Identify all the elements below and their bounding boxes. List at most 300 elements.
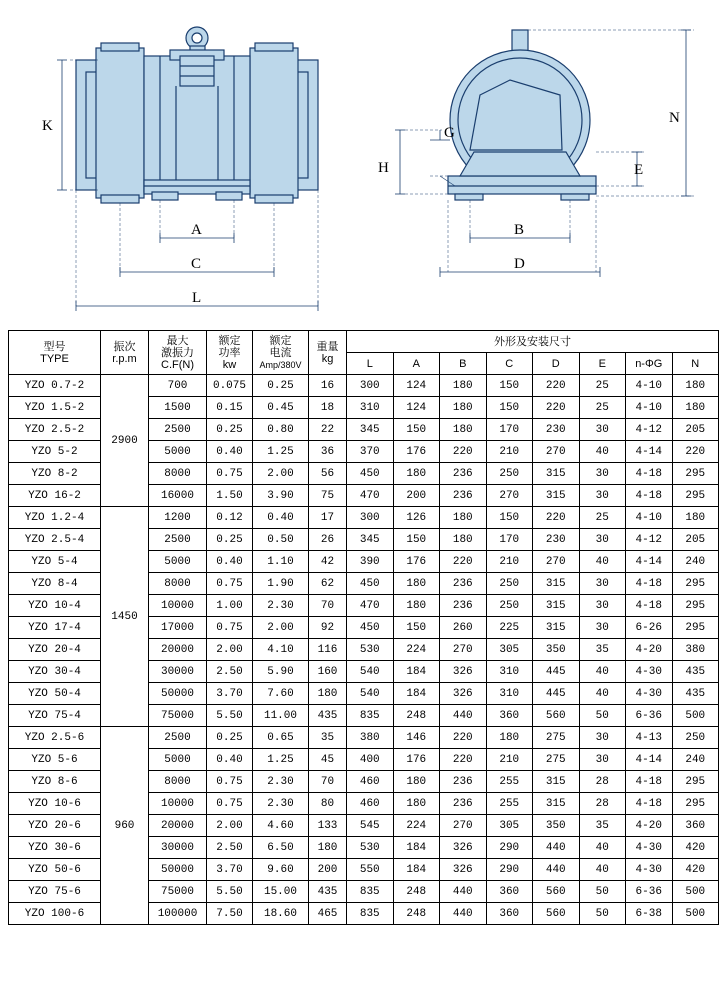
cell-model: YZO 2.5-2 xyxy=(9,419,101,441)
header-current-en: Amp/380V xyxy=(259,359,302,370)
cell-dim-C: 360 xyxy=(486,903,533,925)
cell-weight: 75 xyxy=(309,485,347,507)
cell-weight: 45 xyxy=(309,749,347,771)
dim-label-G: G xyxy=(444,125,455,141)
cell-dim-C: 250 xyxy=(486,573,533,595)
cell-dim-B: 236 xyxy=(440,463,487,485)
header-model-cn: 型号 xyxy=(43,340,66,353)
cell-dim-A: 248 xyxy=(393,705,440,727)
table-header-row-1 xyxy=(9,331,719,353)
cell-dim-L: 540 xyxy=(347,683,394,705)
cell-dim-N: 250 xyxy=(672,727,719,749)
spec-table xyxy=(8,330,719,925)
cell-power: 0.75 xyxy=(207,793,253,815)
dim-label-B: B xyxy=(514,222,525,238)
header-dims-group: 外形及安装尺寸 xyxy=(347,331,719,353)
cell-dim-C: 360 xyxy=(486,881,533,903)
cell-dim-L: 460 xyxy=(347,793,394,815)
cell-dim-B: 236 xyxy=(440,573,487,595)
cell-dim-N: 295 xyxy=(672,595,719,617)
header-dim-C: C xyxy=(486,353,533,375)
cell-dim-D: 220 xyxy=(533,375,580,397)
cell-dim-D: 440 xyxy=(533,837,580,859)
cell-model: YZO 16-2 xyxy=(9,485,101,507)
cell-dim-C: 180 xyxy=(486,727,533,749)
cell-weight: 56 xyxy=(309,463,347,485)
cell-dim-E: 25 xyxy=(579,507,626,529)
header-dim-B: B xyxy=(440,353,487,375)
cell-dim-N: 180 xyxy=(672,507,719,529)
cell-dim-nG: 4-30 xyxy=(626,683,673,705)
cell-dim-N: 435 xyxy=(672,661,719,683)
cell-power: 0.40 xyxy=(207,441,253,463)
cell-dim-A: 176 xyxy=(393,551,440,573)
header-force-en: C.F(N) xyxy=(161,358,194,371)
cell-dim-D: 350 xyxy=(533,639,580,661)
cell-current: 18.60 xyxy=(253,903,309,925)
cell-force: 75000 xyxy=(149,705,207,727)
cell-dim-C: 270 xyxy=(486,485,533,507)
cell-model: YZO 30-6 xyxy=(9,837,101,859)
cell-force: 2500 xyxy=(149,727,207,749)
cell-dim-B: 236 xyxy=(440,485,487,507)
cell-dim-nG: 4-10 xyxy=(626,507,673,529)
cell-dim-nG: 6-26 xyxy=(626,617,673,639)
cell-model: YZO 1.5-2 xyxy=(9,397,101,419)
cell-dim-D: 270 xyxy=(533,551,580,573)
cell-force: 5000 xyxy=(149,441,207,463)
cell-dim-L: 450 xyxy=(347,463,394,485)
cell-dim-E: 30 xyxy=(579,749,626,771)
cell-dim-L: 460 xyxy=(347,771,394,793)
cell-dim-A: 146 xyxy=(393,727,440,749)
cell-dim-E: 30 xyxy=(579,485,626,507)
cell-dim-E: 40 xyxy=(579,551,626,573)
cell-dim-B: 440 xyxy=(440,881,487,903)
cell-current: 2.00 xyxy=(253,617,309,639)
cell-current: 0.45 xyxy=(253,397,309,419)
cell-weight: 62 xyxy=(309,573,347,595)
cell-dim-B: 180 xyxy=(440,397,487,419)
cell-dim-L: 835 xyxy=(347,881,394,903)
cell-model: YZO 0.7-2 xyxy=(9,375,101,397)
cell-dim-L: 300 xyxy=(347,375,394,397)
cell-dim-C: 210 xyxy=(486,441,533,463)
cell-force: 30000 xyxy=(149,837,207,859)
cell-dim-D: 315 xyxy=(533,595,580,617)
cell-dim-C: 150 xyxy=(486,375,533,397)
cell-dim-nG: 4-10 xyxy=(626,397,673,419)
cell-weight: 116 xyxy=(309,639,347,661)
cell-dim-N: 380 xyxy=(672,639,719,661)
dim-label-N: N xyxy=(669,110,680,126)
cell-power: 5.50 xyxy=(207,881,253,903)
cell-weight: 435 xyxy=(309,705,347,727)
cell-dim-B: 440 xyxy=(440,705,487,727)
cell-dim-D: 560 xyxy=(533,881,580,903)
cell-dim-E: 50 xyxy=(579,705,626,727)
cell-force: 8000 xyxy=(149,463,207,485)
cell-dim-N: 205 xyxy=(672,419,719,441)
cell-model: YZO 20-6 xyxy=(9,815,101,837)
cell-current: 7.60 xyxy=(253,683,309,705)
cell-dim-B: 220 xyxy=(440,727,487,749)
cell-dim-E: 25 xyxy=(579,397,626,419)
cell-weight: 26 xyxy=(309,529,347,551)
cell-dim-L: 300 xyxy=(347,507,394,529)
cell-dim-E: 40 xyxy=(579,859,626,881)
header-force xyxy=(149,331,207,375)
cell-force: 16000 xyxy=(149,485,207,507)
cell-dim-E: 28 xyxy=(579,771,626,793)
cell-force: 20000 xyxy=(149,639,207,661)
cell-dim-C: 170 xyxy=(486,529,533,551)
cell-dim-nG: 4-14 xyxy=(626,551,673,573)
cell-power: 0.12 xyxy=(207,507,253,529)
header-dim-E: E xyxy=(579,353,626,375)
cell-force: 10000 xyxy=(149,595,207,617)
cell-dim-nG: 6-36 xyxy=(626,705,673,727)
header-model-en: TYPE xyxy=(40,352,69,365)
cell-model: YZO 5-6 xyxy=(9,749,101,771)
cell-power: 5.50 xyxy=(207,705,253,727)
cell-dim-C: 255 xyxy=(486,793,533,815)
cell-dim-L: 835 xyxy=(347,705,394,727)
cell-dim-B: 326 xyxy=(440,683,487,705)
cell-power: 0.40 xyxy=(207,749,253,771)
header-force-cn1: 最大 xyxy=(166,334,189,347)
cell-model: YZO 75-4 xyxy=(9,705,101,727)
cell-dim-N: 500 xyxy=(672,903,719,925)
cell-dim-A: 184 xyxy=(393,683,440,705)
cell-dim-nG: 4-18 xyxy=(626,793,673,815)
cell-current: 5.90 xyxy=(253,661,309,683)
cell-dim-B: 180 xyxy=(440,507,487,529)
cell-dim-D: 560 xyxy=(533,705,580,727)
cell-dim-C: 310 xyxy=(486,683,533,705)
cell-force: 10000 xyxy=(149,793,207,815)
cell-dim-N: 500 xyxy=(672,705,719,727)
cell-model: YZO 50-6 xyxy=(9,859,101,881)
cell-dim-N: 240 xyxy=(672,551,719,573)
cell-dim-A: 180 xyxy=(393,463,440,485)
cell-dim-A: 126 xyxy=(393,507,440,529)
cell-model: YZO 8-6 xyxy=(9,771,101,793)
header-weight-cn: 重量 xyxy=(316,340,339,353)
cell-dim-A: 184 xyxy=(393,661,440,683)
dim-label-K: K xyxy=(42,118,53,134)
header-power-en: kw xyxy=(222,358,237,371)
header-current xyxy=(253,331,309,375)
cell-dim-L: 530 xyxy=(347,837,394,859)
cell-dim-D: 230 xyxy=(533,419,580,441)
cell-dim-C: 250 xyxy=(486,595,533,617)
cell-dim-A: 150 xyxy=(393,617,440,639)
cell-dim-D: 220 xyxy=(533,507,580,529)
cell-dim-D: 230 xyxy=(533,529,580,551)
header-weight xyxy=(309,331,347,375)
cell-model: YZO 10-4 xyxy=(9,595,101,617)
cell-dim-A: 150 xyxy=(393,419,440,441)
cell-power: 2.00 xyxy=(207,639,253,661)
header-dim-N: N xyxy=(672,353,719,375)
cell-current: 6.50 xyxy=(253,837,309,859)
cell-dim-nG: 4-30 xyxy=(626,859,673,881)
cell-dim-B: 270 xyxy=(440,815,487,837)
cell-dim-N: 360 xyxy=(672,815,719,837)
cell-current: 0.80 xyxy=(253,419,309,441)
cell-dim-B: 220 xyxy=(440,441,487,463)
cell-dim-A: 224 xyxy=(393,639,440,661)
cell-current: 3.90 xyxy=(253,485,309,507)
cell-model: YZO 5-4 xyxy=(9,551,101,573)
cell-weight: 70 xyxy=(309,595,347,617)
cell-dim-A: 184 xyxy=(393,837,440,859)
cell-dim-A: 124 xyxy=(393,397,440,419)
cell-dim-A: 124 xyxy=(393,375,440,397)
cell-power: 0.25 xyxy=(207,727,253,749)
cell-power: 1.00 xyxy=(207,595,253,617)
cell-model: YZO 20-4 xyxy=(9,639,101,661)
cell-rpm: 960 xyxy=(101,727,149,925)
cell-dim-B: 236 xyxy=(440,595,487,617)
cell-dim-N: 295 xyxy=(672,793,719,815)
dim-label-D: D xyxy=(514,256,525,272)
cell-dim-B: 326 xyxy=(440,859,487,881)
cell-rpm: 2900 xyxy=(101,375,149,507)
cell-weight: 36 xyxy=(309,441,347,463)
cell-weight: 160 xyxy=(309,661,347,683)
header-rpm-en: r.p.m xyxy=(112,352,137,365)
cell-dim-A: 176 xyxy=(393,749,440,771)
cell-dim-A: 248 xyxy=(393,903,440,925)
table-row xyxy=(9,507,719,529)
cell-dim-D: 315 xyxy=(533,573,580,595)
cell-dim-N: 180 xyxy=(672,397,719,419)
cell-dim-E: 30 xyxy=(579,617,626,639)
cell-dim-E: 25 xyxy=(579,375,626,397)
header-dim-D: D xyxy=(533,353,580,375)
cell-weight: 17 xyxy=(309,507,347,529)
cell-weight: 465 xyxy=(309,903,347,925)
cell-dim-E: 50 xyxy=(579,881,626,903)
cell-dim-nG: 6-38 xyxy=(626,903,673,925)
cell-dim-B: 180 xyxy=(440,375,487,397)
cell-force: 30000 xyxy=(149,661,207,683)
cell-dim-C: 255 xyxy=(486,771,533,793)
cell-dim-L: 470 xyxy=(347,595,394,617)
cell-dim-N: 435 xyxy=(672,683,719,705)
cell-dim-L: 835 xyxy=(347,903,394,925)
cell-dim-B: 326 xyxy=(440,661,487,683)
cell-model: YZO 8-2 xyxy=(9,463,101,485)
cell-dim-A: 200 xyxy=(393,485,440,507)
cell-dim-D: 270 xyxy=(533,441,580,463)
cell-current: 0.25 xyxy=(253,375,309,397)
cell-dim-C: 225 xyxy=(486,617,533,639)
cell-dim-nG: 4-18 xyxy=(626,595,673,617)
cell-dim-A: 180 xyxy=(393,771,440,793)
cell-dim-nG: 4-20 xyxy=(626,639,673,661)
cell-dim-D: 350 xyxy=(533,815,580,837)
cell-dim-E: 40 xyxy=(579,837,626,859)
cell-dim-C: 305 xyxy=(486,639,533,661)
cell-dim-C: 305 xyxy=(486,815,533,837)
cell-dim-C: 210 xyxy=(486,749,533,771)
cell-dim-L: 390 xyxy=(347,551,394,573)
cell-model: YZO 5-2 xyxy=(9,441,101,463)
cell-dim-N: 295 xyxy=(672,771,719,793)
cell-dim-N: 295 xyxy=(672,463,719,485)
cell-force: 5000 xyxy=(149,749,207,771)
cell-dim-A: 180 xyxy=(393,595,440,617)
cell-dim-nG: 4-12 xyxy=(626,529,673,551)
cell-dim-D: 315 xyxy=(533,485,580,507)
cell-dim-nG: 4-14 xyxy=(626,441,673,463)
dim-label-C: C xyxy=(191,256,202,272)
cell-dim-B: 220 xyxy=(440,551,487,573)
cell-dim-B: 220 xyxy=(440,749,487,771)
cell-current: 1.10 xyxy=(253,551,309,573)
cell-dim-D: 315 xyxy=(533,463,580,485)
cell-dim-A: 180 xyxy=(393,793,440,815)
cell-dim-D: 315 xyxy=(533,617,580,639)
cell-dim-nG: 4-18 xyxy=(626,463,673,485)
cell-dim-A: 176 xyxy=(393,441,440,463)
cell-dim-L: 450 xyxy=(347,617,394,639)
cell-dim-E: 40 xyxy=(579,683,626,705)
cell-dim-D: 275 xyxy=(533,749,580,771)
cell-dim-L: 370 xyxy=(347,441,394,463)
cell-weight: 42 xyxy=(309,551,347,573)
cell-force: 17000 xyxy=(149,617,207,639)
header-rpm xyxy=(101,331,149,375)
header-current-cn2: 电流 xyxy=(269,346,292,359)
cell-dim-L: 310 xyxy=(347,397,394,419)
cell-dim-A: 184 xyxy=(393,859,440,881)
cell-weight: 80 xyxy=(309,793,347,815)
cell-dim-C: 360 xyxy=(486,705,533,727)
header-weight-en: kg xyxy=(321,352,334,365)
cell-power: 2.00 xyxy=(207,815,253,837)
motor-diagram xyxy=(0,0,727,330)
cell-force: 1500 xyxy=(149,397,207,419)
cell-dim-N: 240 xyxy=(672,749,719,771)
dim-label-H: H xyxy=(378,160,389,176)
cell-current: 0.50 xyxy=(253,529,309,551)
cell-dim-D: 445 xyxy=(533,661,580,683)
cell-model: YZO 17-4 xyxy=(9,617,101,639)
cell-dim-N: 295 xyxy=(672,617,719,639)
cell-force: 100000 xyxy=(149,903,207,925)
cell-current: 1.25 xyxy=(253,749,309,771)
cell-weight: 16 xyxy=(309,375,347,397)
cell-current: 4.60 xyxy=(253,815,309,837)
header-current-cn1: 额定 xyxy=(269,334,292,347)
cell-dim-C: 290 xyxy=(486,859,533,881)
cell-dim-B: 260 xyxy=(440,617,487,639)
cell-dim-B: 270 xyxy=(440,639,487,661)
cell-dim-nG: 4-13 xyxy=(626,727,673,749)
cell-power: 2.50 xyxy=(207,837,253,859)
cell-current: 2.30 xyxy=(253,595,309,617)
cell-dim-L: 450 xyxy=(347,573,394,595)
cell-dim-E: 40 xyxy=(579,441,626,463)
cell-power: 3.70 xyxy=(207,859,253,881)
cell-current: 0.40 xyxy=(253,507,309,529)
cell-power: 0.75 xyxy=(207,771,253,793)
cell-power: 0.25 xyxy=(207,419,253,441)
header-force-cn2: 激振力 xyxy=(161,346,194,359)
cell-dim-E: 30 xyxy=(579,529,626,551)
cell-force: 20000 xyxy=(149,815,207,837)
cell-dim-N: 180 xyxy=(672,375,719,397)
cell-dim-D: 315 xyxy=(533,793,580,815)
cell-dim-nG: 4-30 xyxy=(626,837,673,859)
cell-force: 75000 xyxy=(149,881,207,903)
header-power-cn2: 功率 xyxy=(218,346,241,359)
cell-dim-E: 28 xyxy=(579,793,626,815)
cell-dim-E: 30 xyxy=(579,595,626,617)
cell-dim-B: 236 xyxy=(440,771,487,793)
cell-dim-nG: 4-18 xyxy=(626,485,673,507)
cell-current: 2.30 xyxy=(253,771,309,793)
cell-dim-E: 40 xyxy=(579,661,626,683)
cell-dim-L: 345 xyxy=(347,419,394,441)
cell-dim-C: 150 xyxy=(486,507,533,529)
cell-dim-C: 210 xyxy=(486,551,533,573)
header-power-cn1: 额定 xyxy=(218,334,241,347)
cell-dim-E: 30 xyxy=(579,419,626,441)
cell-dim-N: 500 xyxy=(672,881,719,903)
header-model xyxy=(9,331,101,375)
cell-power: 0.75 xyxy=(207,463,253,485)
dim-label-L: L xyxy=(192,290,202,306)
cell-dim-nG: 4-18 xyxy=(626,771,673,793)
cell-model: YZO 8-4 xyxy=(9,573,101,595)
cell-dim-E: 30 xyxy=(579,463,626,485)
cell-dim-C: 290 xyxy=(486,837,533,859)
cell-force: 700 xyxy=(149,375,207,397)
cell-current: 11.00 xyxy=(253,705,309,727)
cell-dim-N: 295 xyxy=(672,573,719,595)
cell-rpm: 1450 xyxy=(101,507,149,727)
cell-dim-L: 380 xyxy=(347,727,394,749)
cell-dim-E: 30 xyxy=(579,573,626,595)
cell-dim-B: 180 xyxy=(440,419,487,441)
cell-force: 2500 xyxy=(149,529,207,551)
cell-model: YZO 1.2-4 xyxy=(9,507,101,529)
dim-label-E: E xyxy=(634,162,644,178)
cell-current: 9.60 xyxy=(253,859,309,881)
cell-dim-N: 295 xyxy=(672,485,719,507)
cell-power: 0.40 xyxy=(207,551,253,573)
cell-weight: 18 xyxy=(309,397,347,419)
cell-weight: 180 xyxy=(309,837,347,859)
cell-dim-C: 170 xyxy=(486,419,533,441)
cell-power: 0.75 xyxy=(207,617,253,639)
cell-dim-nG: 4-10 xyxy=(626,375,673,397)
cell-dim-E: 30 xyxy=(579,727,626,749)
cell-force: 8000 xyxy=(149,771,207,793)
cell-dim-L: 550 xyxy=(347,859,394,881)
cell-power: 2.50 xyxy=(207,661,253,683)
cell-dim-A: 180 xyxy=(393,573,440,595)
cell-power: 0.075 xyxy=(207,375,253,397)
cell-model: YZO 75-6 xyxy=(9,881,101,903)
cell-dim-L: 530 xyxy=(347,639,394,661)
cell-dim-B: 236 xyxy=(440,793,487,815)
